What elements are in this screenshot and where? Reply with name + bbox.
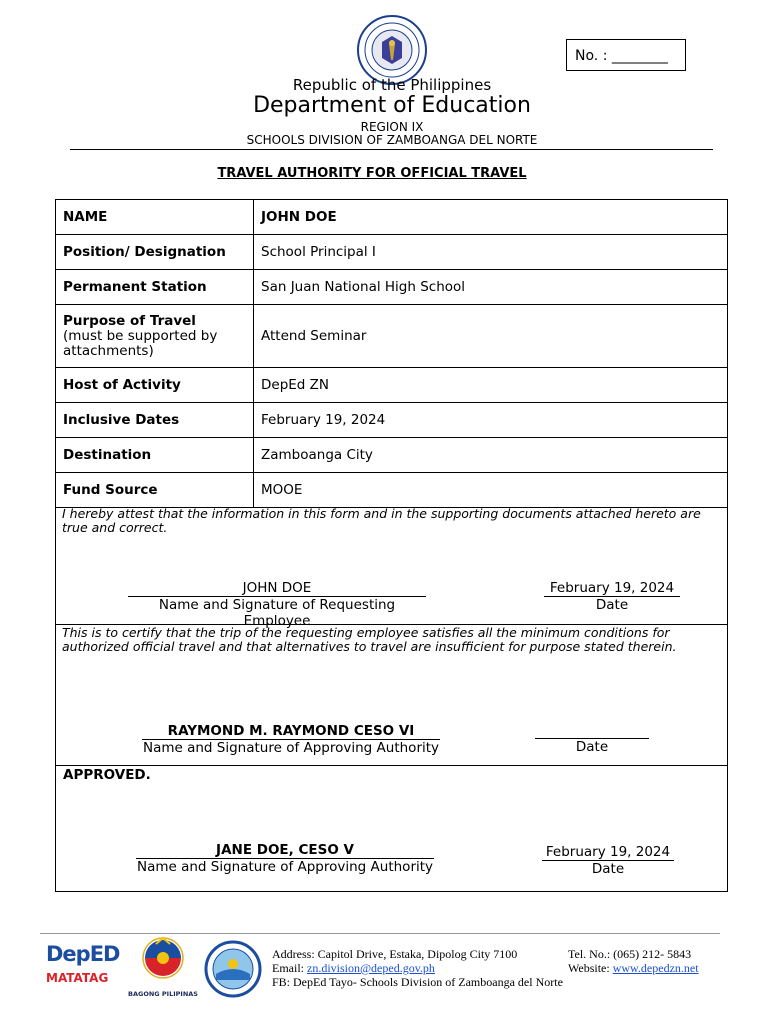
department-title: Department of Education xyxy=(253,93,531,118)
table-row xyxy=(56,235,728,270)
requesting-employee-name: JOHN DOE xyxy=(128,580,426,597)
bagong-pilipinas-text: BAGONG PILIPINAS xyxy=(128,990,198,998)
number-box: No. : ________ xyxy=(566,39,686,71)
approval-date-caption: Date xyxy=(591,861,625,877)
footer-address: Address: Capitol Drive, Estaka, Dipolog City 7100 xyxy=(272,947,518,961)
purpose-label: Purpose of Travel xyxy=(63,312,196,329)
attestation-date xyxy=(544,580,680,613)
table-row xyxy=(56,368,728,403)
approving-authority-caption: Name and Signature of Approving Authority xyxy=(142,740,440,756)
approving-authority-signature xyxy=(142,723,440,756)
approval-date-value: February 19, 2024 xyxy=(542,844,674,861)
final-approver-caption: Name and Signature of Approving Authority xyxy=(136,859,434,875)
row-label: Fund Source xyxy=(56,473,254,508)
republic-line: Republic of the Philippines xyxy=(292,76,492,94)
row-label: Position/ Designation xyxy=(56,235,254,270)
certification-date xyxy=(535,723,649,755)
website-link[interactable]: www.depedzn.net xyxy=(612,961,699,975)
requesting-employee-caption: Name and Signature of Requesting Employee xyxy=(158,597,396,629)
final-approver-signature xyxy=(136,842,434,875)
final-approver-name: JANE DOE, CESO V xyxy=(136,842,434,859)
attestation-date-caption: Date xyxy=(595,597,629,613)
footer-telephone: Tel. No.: (065) 212- 5843 xyxy=(568,947,692,961)
row-label: NAME xyxy=(56,200,254,235)
approval-section xyxy=(55,765,728,892)
certification-text: This is to certify that the trip of the requesting employee satisfies all the minimum conditions for authorized official travel and that alternatives to travel are insufficient for purpose stated therein. xyxy=(62,625,677,654)
row-value: February 19, 2024 xyxy=(254,403,728,438)
website-label: Website: xyxy=(568,961,613,975)
matatag-logo-text: MATATAG xyxy=(46,971,109,985)
certification-date-value xyxy=(535,723,649,739)
row-label xyxy=(56,305,254,368)
travel-info-table xyxy=(55,199,728,508)
table-row xyxy=(56,403,728,438)
row-label: Inclusive Dates xyxy=(56,403,254,438)
email-link[interactable]: zn.division@deped.gov.ph xyxy=(307,961,435,975)
row-value: School Principal I xyxy=(254,235,728,270)
header-divider xyxy=(70,149,713,150)
footer-divider xyxy=(40,933,720,934)
table-row xyxy=(56,270,728,305)
table-row xyxy=(56,438,728,473)
division-line: SCHOOLS DIVISION OF ZAMBOANGA DEL NORTE xyxy=(246,133,538,147)
row-value: San Juan National High School xyxy=(254,270,728,305)
email-label: Email: xyxy=(272,961,307,975)
division-seal xyxy=(204,940,262,998)
row-value: Attend Seminar xyxy=(254,305,728,368)
attestation-date-value: February 19, 2024 xyxy=(544,580,680,597)
row-value: MOOE xyxy=(254,473,728,508)
deped-matatag-logo xyxy=(46,942,120,994)
footer-email xyxy=(272,961,562,975)
attestation-text: I hereby attest that the information in this form and in the supporting documents attached hereto are true and correct. xyxy=(62,506,701,535)
form-title: TRAVEL AUTHORITY FOR OFFICIAL TRAVEL xyxy=(217,166,527,181)
table-row xyxy=(56,305,728,368)
row-value: DepEd ZN xyxy=(254,368,728,403)
table-row xyxy=(56,200,728,235)
attestation-section xyxy=(55,506,728,629)
certification-section xyxy=(55,624,728,766)
row-label: Permanent Station xyxy=(56,270,254,305)
row-label: Host of Activity xyxy=(56,368,254,403)
footer-website xyxy=(568,961,748,975)
row-label: Destination xyxy=(56,438,254,473)
table-row xyxy=(56,473,728,508)
bagong-pilipinas-logo xyxy=(128,936,198,996)
deped-logo-text: DepED xyxy=(46,942,120,966)
region-line: REGION IX xyxy=(360,120,424,134)
row-value: JOHN DOE xyxy=(254,200,728,235)
footer-facebook: FB: DepEd Tayo- Schools Division of Zamboanga del Norte xyxy=(272,975,563,989)
approved-label: APPROVED. xyxy=(63,767,151,783)
requesting-employee-signature xyxy=(128,580,426,629)
approving-authority-name: RAYMOND M. RAYMOND CESO VI xyxy=(142,723,440,740)
row-value: Zamboanga City xyxy=(254,438,728,473)
approval-date xyxy=(542,844,674,877)
certification-date-caption: Date xyxy=(575,739,609,755)
purpose-sublabel: (must be supported by attachments) xyxy=(63,327,218,359)
